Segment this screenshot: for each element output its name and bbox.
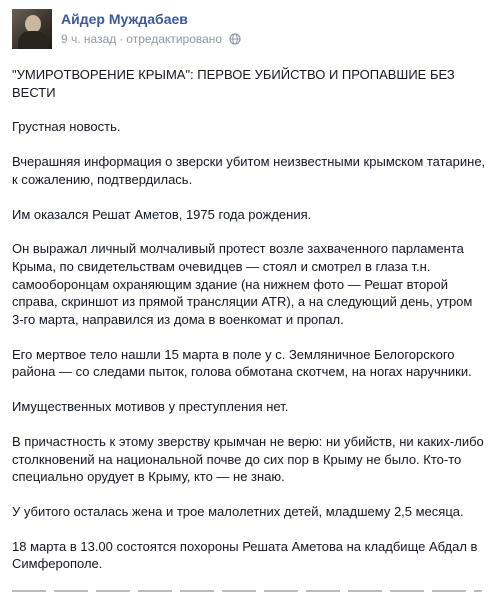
edited-link[interactable]: отредактировано [126, 31, 223, 46]
avatar-body [18, 31, 48, 49]
post-header [12, 9, 482, 51]
post-body [12, 66, 486, 590]
post-paragraph: Имущественных мотивов у преступления нет. [12, 399, 289, 415]
post-paragraph: 18 марта в 13.00 состоятся похороны Решата Аметова на кладбище Абдал в Симферополе. [12, 538, 478, 572]
cut-off-line-mark [12, 590, 482, 592]
post-paragraph: В причастность к этому зверству крымчан не верю: ни убийств, ни каких-либо столкновений на национальной почве до сих пор в Крыму не было. Кто-то специально орудует в Крыму, кто — не знаю. [12, 433, 484, 485]
post-paragraph: Грустная новость. [12, 119, 121, 135]
post-timestamp-link[interactable]: 9 ч. назад [61, 31, 117, 46]
author-name-link[interactable]: Айдер Муждабаев [61, 11, 188, 27]
post-paragraph: Его мертвое тело нашли 15 марта в поле у с. Земляничное Белогорского района — со следами пыток, голова обмотана скотчем, на ногах наручники. [12, 346, 472, 380]
meta-separator: · [119, 31, 124, 46]
avatar[interactable] [12, 9, 52, 49]
post-title: "УМИРОТВОРЕНИЕ КРЫМА": ПЕРВОЕ УБИЙСТВО И ПРОПАВШИЕ БЕЗ ВЕСТИ [12, 67, 455, 100]
post-paragraph: Им оказался Решат Аметов, 1975 года рождения. [12, 206, 312, 222]
post-paragraph: Вчерашняя информация о зверски убитом неизвестными крымском татарине, к сожалению, подтвердилась. [12, 154, 486, 187]
post-meta [61, 31, 241, 46]
post-paragraph: У убитого осталась жена и трое малолетних детей, младшему 2,5 месяца. [12, 503, 464, 519]
post-paragraph: Он выражал личный молчаливый протест возле захваченного парламента Крыма, по свидетельствам очевидцев — стоял и смотрел в глаза т.н. самооборонцам охраняющим здание (на нижнем фото — Решат второй справа, скриншот из прямой трансляции ATR), а на следующий день, утром 3-го марта, направился из дома в военкомат и пропал. [12, 241, 473, 328]
globe-icon[interactable] [229, 33, 241, 45]
